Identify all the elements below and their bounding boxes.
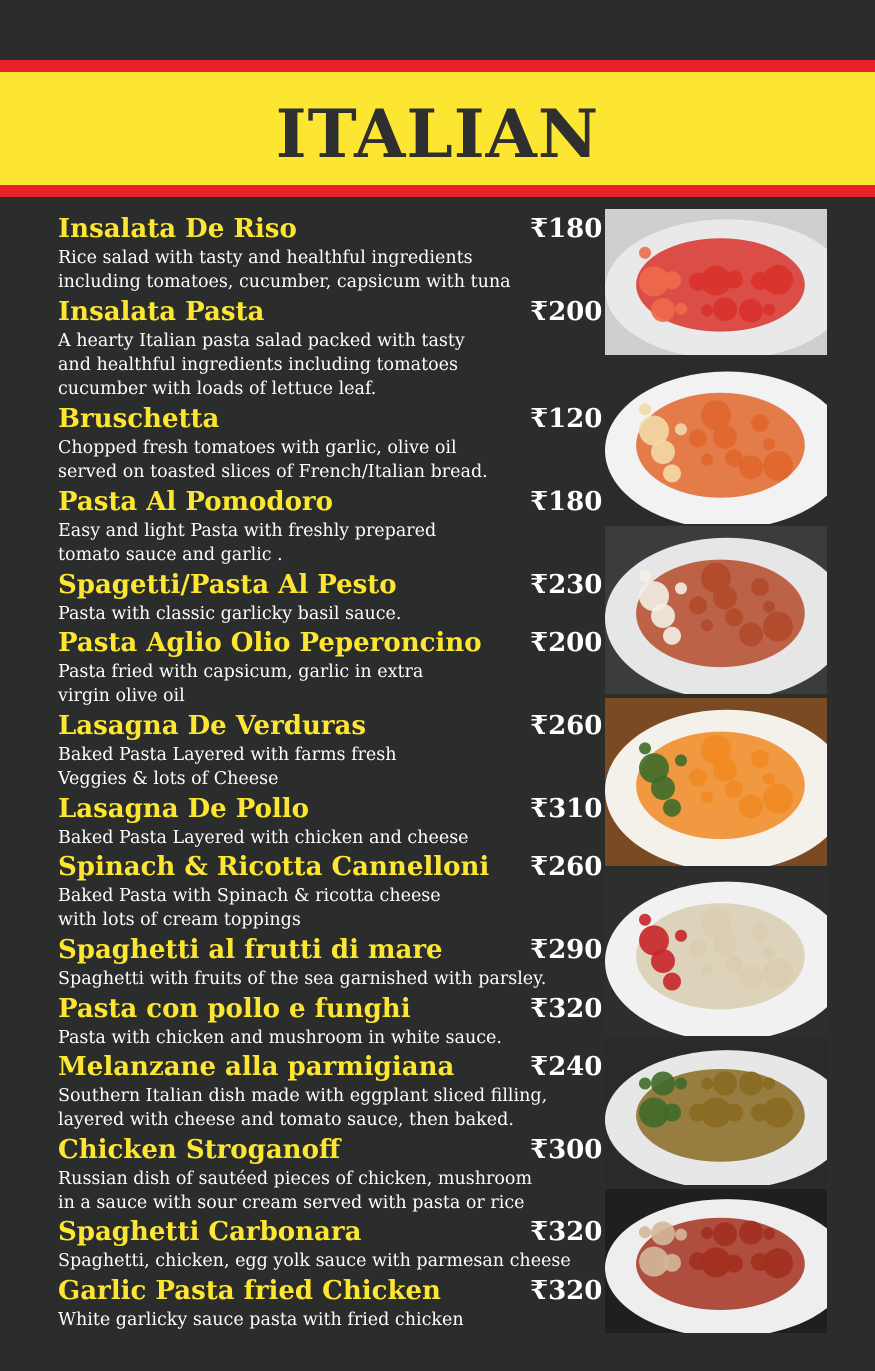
lasagna-pollo-photo xyxy=(605,526,827,694)
item-description: Rice salad with tasty and healthful ingredients including tomatoes, cucumber, capsicum with tuna xyxy=(58,248,511,292)
item-name: Pasta Al Pomodoro xyxy=(58,487,333,517)
item-price: ₹260 xyxy=(530,852,603,882)
item-price: ₹230 xyxy=(530,570,603,600)
item-price: ₹320 xyxy=(530,1276,603,1306)
item-name: Garlic Pasta fried Chicken xyxy=(58,1276,441,1306)
item-price: ₹240 xyxy=(530,1052,603,1082)
item-description: Baked Pasta Layered with farms fresh Veggies & lots of Cheese xyxy=(58,745,397,789)
item-description: Pasta with classic garlicky basil sauce. xyxy=(58,604,402,624)
item-name: Lasagna De Verduras xyxy=(58,711,367,741)
item-description: Baked Pasta Layered with chicken and cheese xyxy=(58,828,469,848)
item-name: Pasta Aglio Olio Peperoncino xyxy=(58,628,482,658)
page-title: ITALIAN xyxy=(275,95,600,173)
item-name: Insalata Pasta xyxy=(58,297,265,327)
cannelloni-photo xyxy=(605,870,827,1036)
item-name: Melanzane alla parmigiana xyxy=(58,1052,455,1082)
item-name: Spagetti/Pasta Al Pesto xyxy=(58,570,397,600)
item-name: Pasta con pollo e funghi xyxy=(58,994,411,1024)
item-name: Spinach & Ricotta Cannelloni xyxy=(58,852,490,882)
item-price: ₹260 xyxy=(530,711,603,741)
pasta-pomodoro-photo xyxy=(605,360,827,524)
pasta-pesto-photo xyxy=(605,1040,827,1185)
lasagna-verduras-photo xyxy=(605,698,827,866)
item-description: Chopped fresh tomatoes with garlic, olive oil served on toasted slices of French/Italian bread. xyxy=(58,438,488,482)
item-price: ₹320 xyxy=(530,994,603,1024)
item-name: Lasagna De Pollo xyxy=(58,794,310,824)
item-price: ₹300 xyxy=(530,1135,603,1165)
item-name: Bruschetta xyxy=(58,404,220,434)
item-description: Pasta fried with capsicum, garlic in extra virgin olive oil xyxy=(58,662,424,706)
item-description: Easy and light Pasta with freshly prepared tomato sauce and garlic . xyxy=(58,521,437,565)
item-price: ₹320 xyxy=(530,1217,603,1247)
item-description: White garlicky sauce pasta with fried chicken xyxy=(58,1310,464,1330)
bruschetta-photo xyxy=(605,209,827,355)
item-price: ₹200 xyxy=(530,297,603,327)
chicken-photo xyxy=(605,1189,827,1333)
item-name: Spaghetti al frutti di mare xyxy=(58,935,443,965)
item-description: Baked Pasta with Spinach & ricotta cheese with lots of cream toppings xyxy=(58,886,441,930)
item-price: ₹310 xyxy=(530,794,603,824)
item-description: Russian dish of sautéed pieces of chicken, mushroom in a sauce with sour cream served with pasta or rice xyxy=(58,1169,533,1213)
item-price: ₹200 xyxy=(530,628,603,658)
item-description: Spaghetti with fruits of the sea garnished with parsley. xyxy=(58,969,547,989)
item-description: Southern Italian dish made with eggplant sliced filling, layered with cheese and tomato sauce, then baked. xyxy=(58,1086,548,1130)
item-description: A hearty Italian pasta salad packed with tasty and healthful ingredients including tomatoes cucumber with loads of lettuce leaf. xyxy=(58,331,465,399)
item-price: ₹180 xyxy=(530,487,603,517)
header-banner xyxy=(0,60,875,197)
item-description: Spaghetti, chicken, egg yolk sauce with parmesan cheese xyxy=(58,1251,571,1271)
item-price: ₹290 xyxy=(530,935,603,965)
item-name: Spaghetti Carbonara xyxy=(58,1217,362,1247)
item-name: Chicken Stroganoff xyxy=(58,1135,341,1165)
item-price: ₹180 xyxy=(530,214,603,244)
item-description: Pasta with chicken and mushroom in white sauce. xyxy=(58,1028,502,1048)
item-name: Insalata De Riso xyxy=(58,214,297,244)
item-price: ₹120 xyxy=(530,404,603,434)
